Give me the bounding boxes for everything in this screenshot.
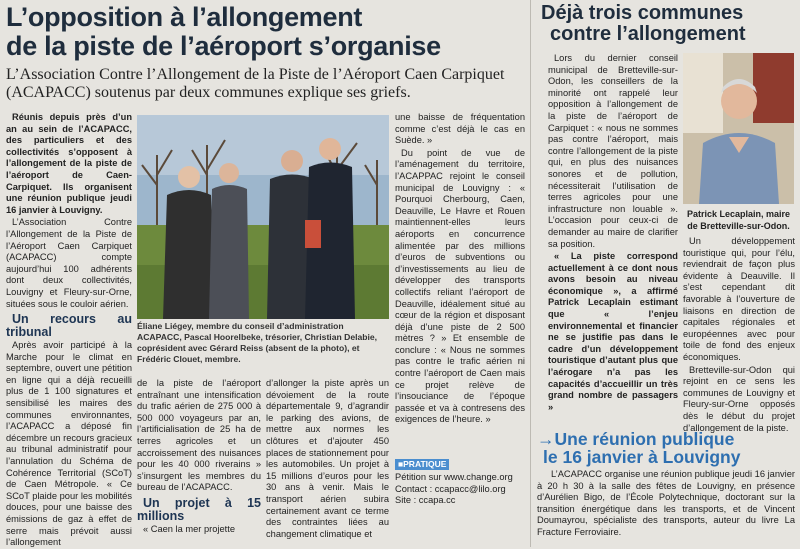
main-headline bbox=[6, 3, 526, 61]
sidebar-paragraph: Lors du dernier conseil municipal de Bretteville-sur-Odon, les conseillers de la minorité ont rappelé leur opposition à l’allongement de la piste de l’aéroport de Carpiquet : « nous ne sommes pas contre l’aéroport, mais contre l’allongement de la piste qui, en plus des nuisances sonores et de pollution, nécessiterait l’utilisation de terres agricoles pour une infrastructure non louable ». L’occasion pour ceux-ci de demander au maire de clarifier sa position. bbox=[548, 53, 678, 249]
website-link[interactable]: Site : ccapa.cc bbox=[395, 495, 456, 506]
article-paragraph: Après avoir participé à la Marche pour le climat en septembre, ouvert une pétition en ligne qui a déjà recueilli plus de 1 100 signatures et sensibilisé les maires des communes environnantes, l’ACAPACC a déposé fin décembre un recours gracieux au tribunal administratif pour l’annulation du Schéma de Cohérence Territorial (SCoT) de Caen Métropole. « Ce SCoT plaide pour les mobilités douces, pour une baisse des émissions de gaz à effet de serre mais prévoit aussi l’allongement bbox=[6, 340, 132, 548]
column-divider bbox=[530, 0, 531, 547]
article-paragraph: de la piste de l’aéroport entraînant une intensification du trafic aérien de 275 000 à 500 000 voyageurs par an, l’artificialisation de 25 ha de terres agricoles et un accroissement des nuisances pour les 40 000 riverains » s’insurgent les membres du bureau de l’ACAPACC. bbox=[137, 378, 261, 493]
subhead-recours: Un recours au tribunal bbox=[6, 312, 132, 340]
subhead-projet: Un projet à 15 millions bbox=[137, 495, 261, 523]
article-column-4 bbox=[395, 112, 525, 457]
pratique-square-icon: ■ bbox=[398, 459, 404, 469]
contact-email[interactable]: Contact : ccapacc@lilo.org bbox=[395, 483, 506, 494]
main-headline-line1: L’opposition à l’allongement bbox=[6, 2, 363, 32]
reunion-body bbox=[537, 469, 795, 539]
reunion-paragraph: L’ACAPACC organise une réunion publique jeudi 16 janvier à 20 h 30 à la salle des fêtes de Louvigny, en présence d’Aurélien Bigo, de l’École Polytechnique, doctorant sur la transition énergétique dans les transports, et de Vincent Doumayrou, spécialiste des transports, auteur du livre La Fracture Ferroviaire. bbox=[537, 469, 795, 537]
main-headline-line2: de la piste de l’aéroport s’organise bbox=[6, 31, 441, 61]
group-photo-caption: Éliane Liégey, membre du conseil d’administration ACAPACC, Pascal Hoorelbeke, trésorier, Christian Delabie, coprésident avec Gérard Reiss (absent de la photo), et Frédéric Clouet, membre. bbox=[137, 321, 378, 364]
article-column-1 bbox=[6, 112, 132, 547]
deck-line1: L’Association Contre l’Allongement de la Piste de l’Aéroport Caen Carpiquet bbox=[6, 66, 505, 83]
sidebar-headline-line1: Déjà trois communes bbox=[541, 2, 744, 24]
reunion-headline-line1: →Une réunion publique bbox=[537, 429, 735, 449]
reunion-headline bbox=[537, 430, 797, 466]
sidebar-column-left bbox=[548, 53, 678, 425]
pratique-box bbox=[395, 472, 525, 507]
article-paragraph: « Caen la mer projette bbox=[143, 523, 235, 534]
article-column-2 bbox=[137, 378, 261, 547]
article-column-3 bbox=[266, 378, 389, 547]
article-deck bbox=[6, 66, 526, 102]
group-photo-image bbox=[137, 115, 389, 319]
sidebar-paragraph: Bretteville-sur-Odon qui rejoint en ce sens les communes de Louvigny et Fleury-sur-Orne opposés dès le début du projet d’allongement de la piste. bbox=[683, 364, 795, 433]
sidebar-quote: « La piste correspond actuellement à ce dont nous avons besoin au niveau économique », a affirmé Patrick Lecaplain estimant que « l’enjeu environnemental et financier ne se justifie pas dans le cadre d’un développement touristique d’autant plus que l’aérogare n’a pas les capacités d’accueillir un très grand nombre de passagers » bbox=[548, 251, 678, 412]
sidebar-headline bbox=[541, 3, 796, 45]
reunion-headline-line2: le 16 janvier à Louvigny bbox=[543, 447, 741, 467]
article-lead: Réunis depuis près d’un an au sein de l’ACAPACC, des particuliers et des collectivités s’opposent à l’allongement de la piste de l’aéroport de Caen-Carpiquet. Ils organisent une réunion publique jeudi 16 janvier à Louvigny. bbox=[6, 112, 132, 215]
article-quote: Du point de vue de l’aménagement du territoire, l’ACAPPAC rejoint le conseil municipal de Louvigny : « Pourquoi Cherbourg, Caen, Deauville, Le Havre et Rouen maintiennent-elles leurs aéroports en concurrence alimentée par des millions d’euros de subventions ou d’investissements au lieu de développer des transports collectifs reliant l’aéroport de Deauville, idéalement situé au cœur de la région et disposant déjà d’une piste de 2 500 mètres ? » Et ensemble de conclure : « Nous ne sommes pas contre le trafic aérien ni contre l’aéroport de Caen mais ce projet relève de l’insouciance de l’époque passée et va à contresens des exigences de l’heure. » bbox=[395, 147, 525, 425]
article-paragraph: d’allonger la piste après un dévoiement de la route départementale 9, d’agrandir le parking des avions, de mettre aux normes les clôtures et d’ajouter 450 places de stationnement pour les automobiles. Un projet à 15 millions d’euros pour les 30 ans à venir. Mais le transport aérien subira certainement avant ce terme des contraintes liées au changement climatique et bbox=[266, 378, 389, 539]
pratique-tag bbox=[395, 459, 449, 470]
mayor-portrait-image bbox=[683, 53, 794, 204]
mayor-portrait-caption: Patrick Lecaplain, maire de Bretteville-sur-Odon. bbox=[686, 209, 791, 231]
group-photo bbox=[137, 115, 389, 319]
article-paragraph: une baisse de fréquentation comme c’est déjà le cas en Suède. » bbox=[395, 112, 525, 146]
mayor-portrait bbox=[683, 53, 794, 204]
sidebar-paragraph: Un développement touristique qui, pour l’élu, reviendrait de façon plus évidente à Deauville. Il s’est cependant dit favorable à l’ouverture de liaisons en direction de capitales régionales et européennes avec pour toile de fond des enjeux économiques. bbox=[683, 236, 795, 362]
article-paragraph: L’Association Contre l’Allongement de la Piste de l’Aéroport Caen Carpiquet (ACAPACC) compte aujourd’hui 100 adhérents dont deux collectivités, Louvigny et Fleury-sur-Orne, situées sous le couloir aérien. bbox=[6, 217, 132, 309]
deck-line2: (ACAPACC) soutenus par deux communes explique ses griefs. bbox=[6, 84, 411, 101]
sidebar-column-right bbox=[683, 236, 795, 433]
pratique-label: PRATIQUE bbox=[403, 459, 447, 469]
petition-link[interactable]: Pétition sur www.change.org bbox=[395, 472, 513, 482]
sidebar-headline-line2: contre l’allongement bbox=[550, 23, 746, 45]
